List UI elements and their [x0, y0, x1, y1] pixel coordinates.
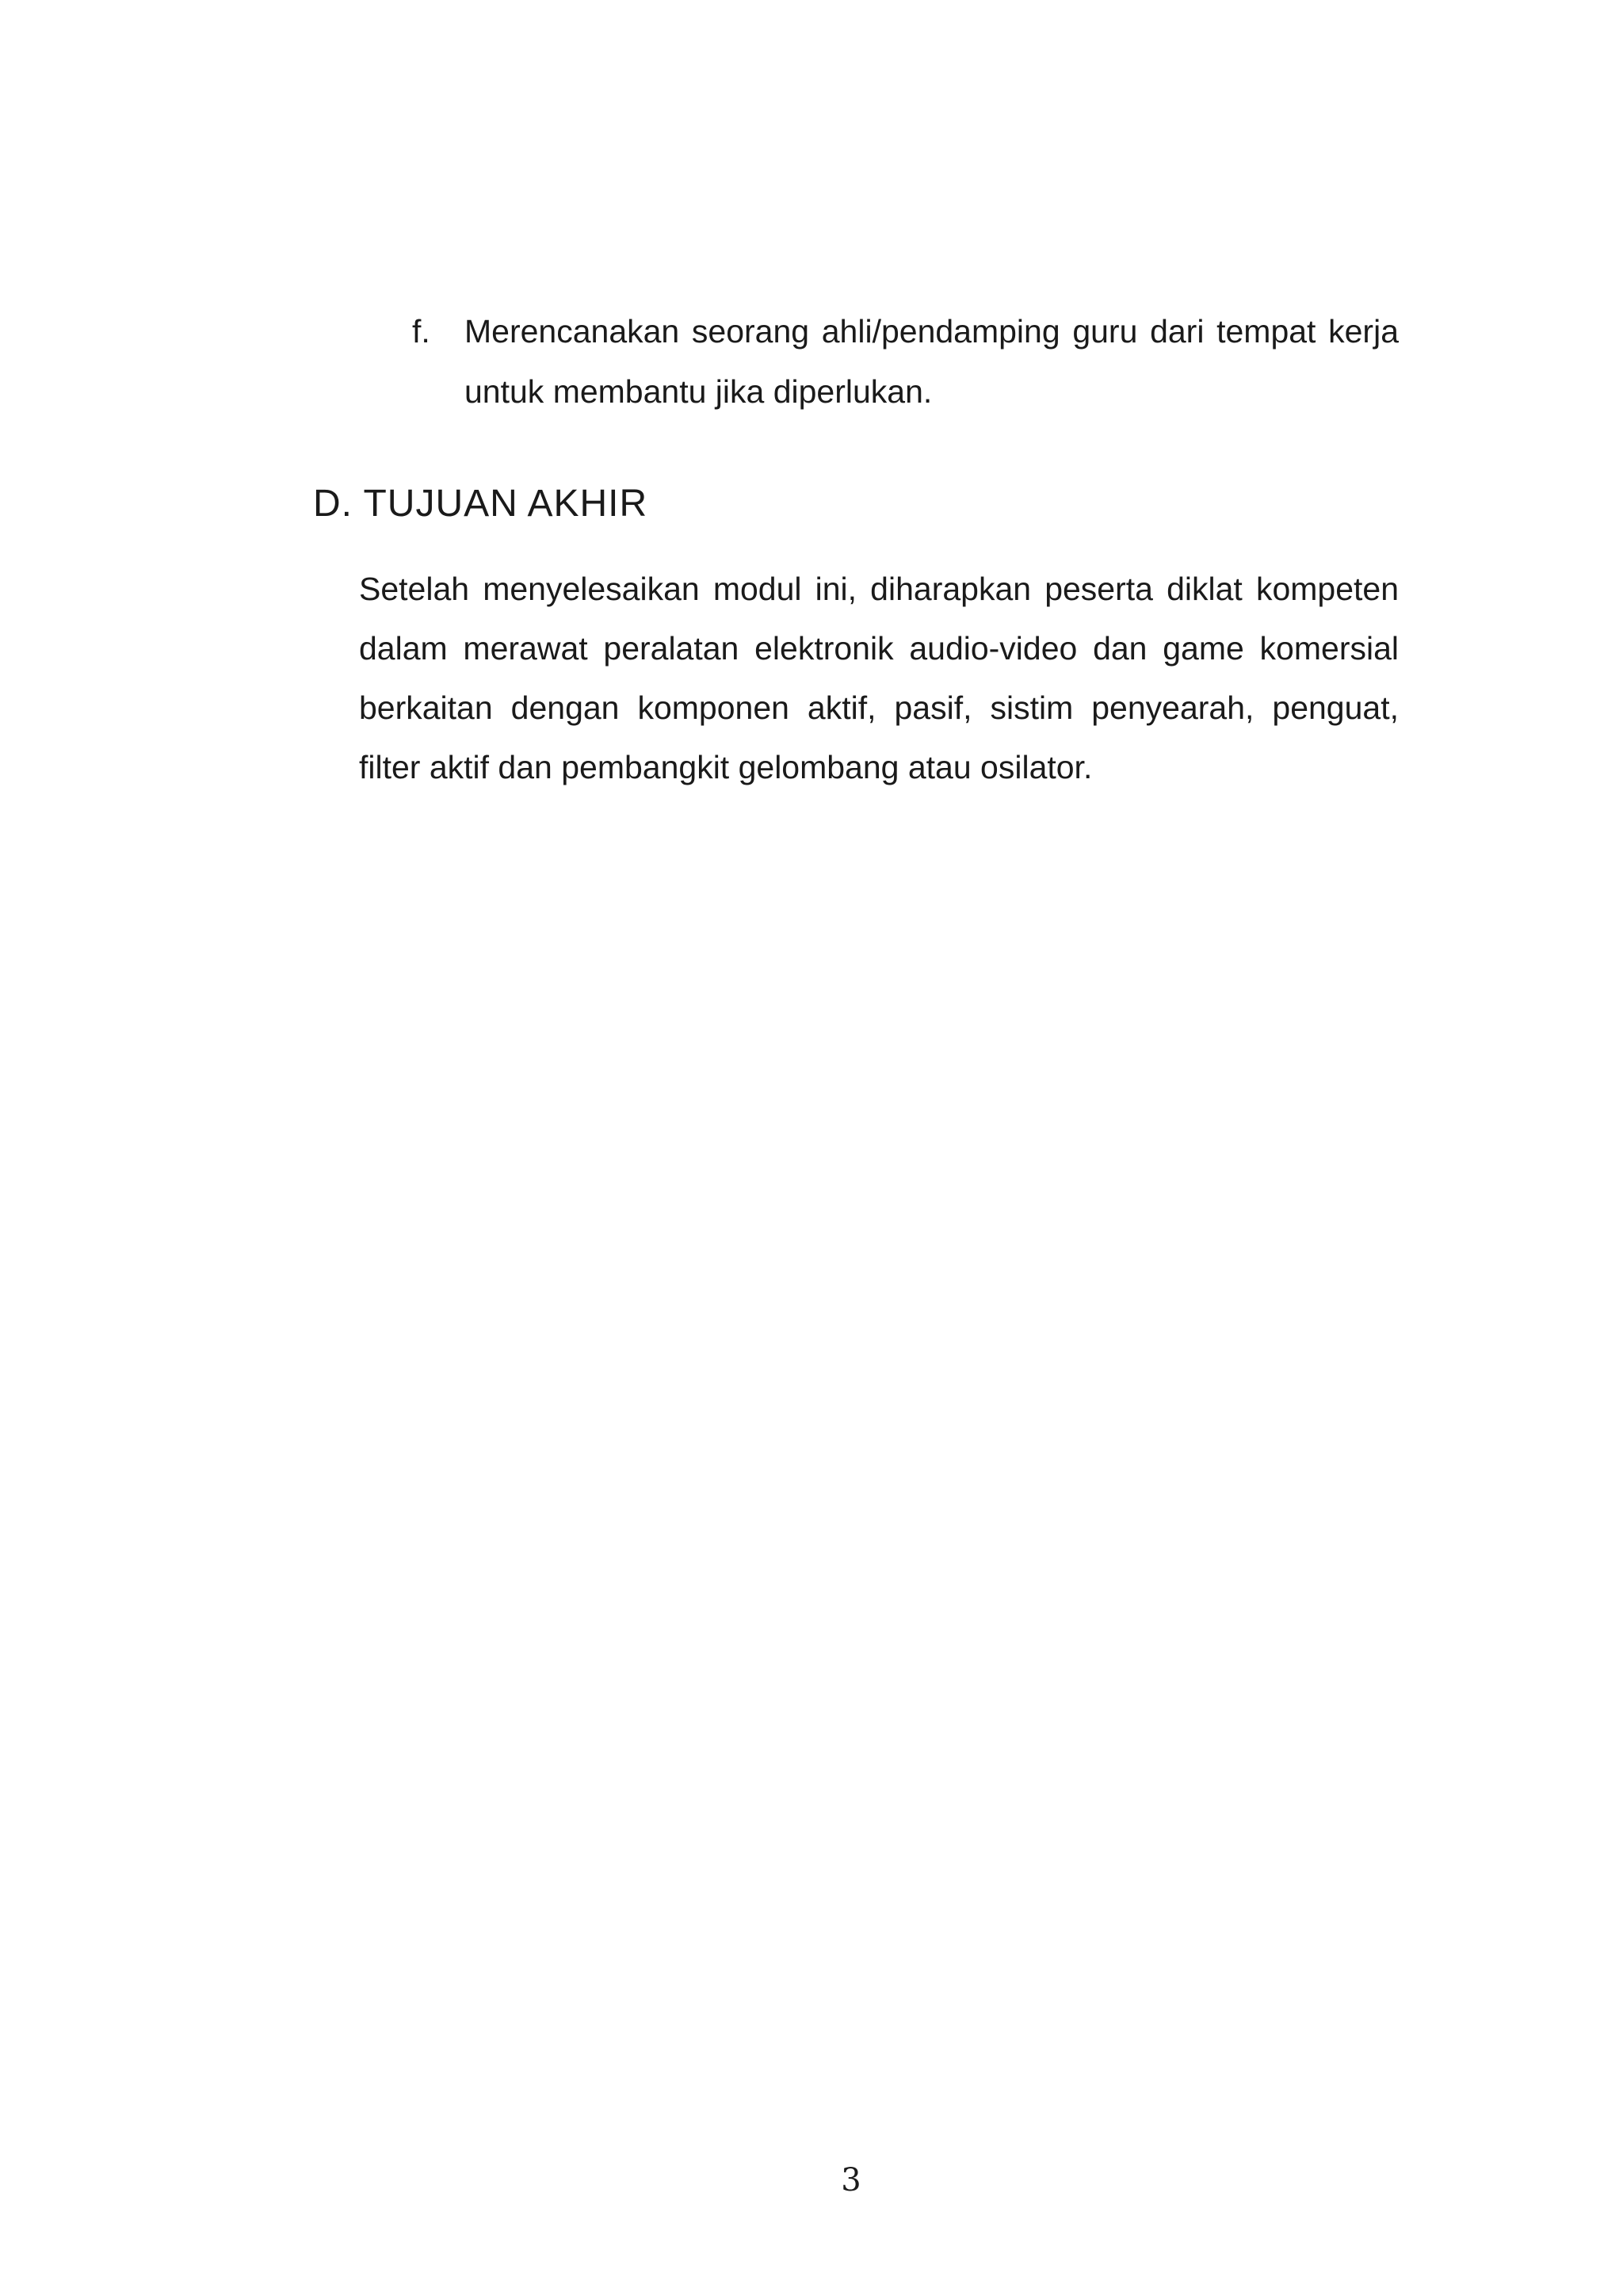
list-marker: f.	[412, 313, 430, 350]
list-item-f	[412, 301, 1399, 422]
section-heading: D. TUJUAN AKHIR	[313, 483, 648, 525]
section-paragraph: Setelah menyelesaikan modul ini, diharapkan peserta diklat kompeten dalam merawat peralatan elektronik audio-video dan game komersial berkaitan dengan komponen aktif, pasif, sistim penyearah, penguat, filter aktif dan pembangkit gelombang atau osilator.	[359, 571, 1399, 785]
list-item-text: Merencanakan seorang ahli/pendamping guru dari tempat kerja untuk membantu jika diperlukan.	[464, 313, 1399, 410]
page-number: 3	[841, 2162, 861, 2199]
